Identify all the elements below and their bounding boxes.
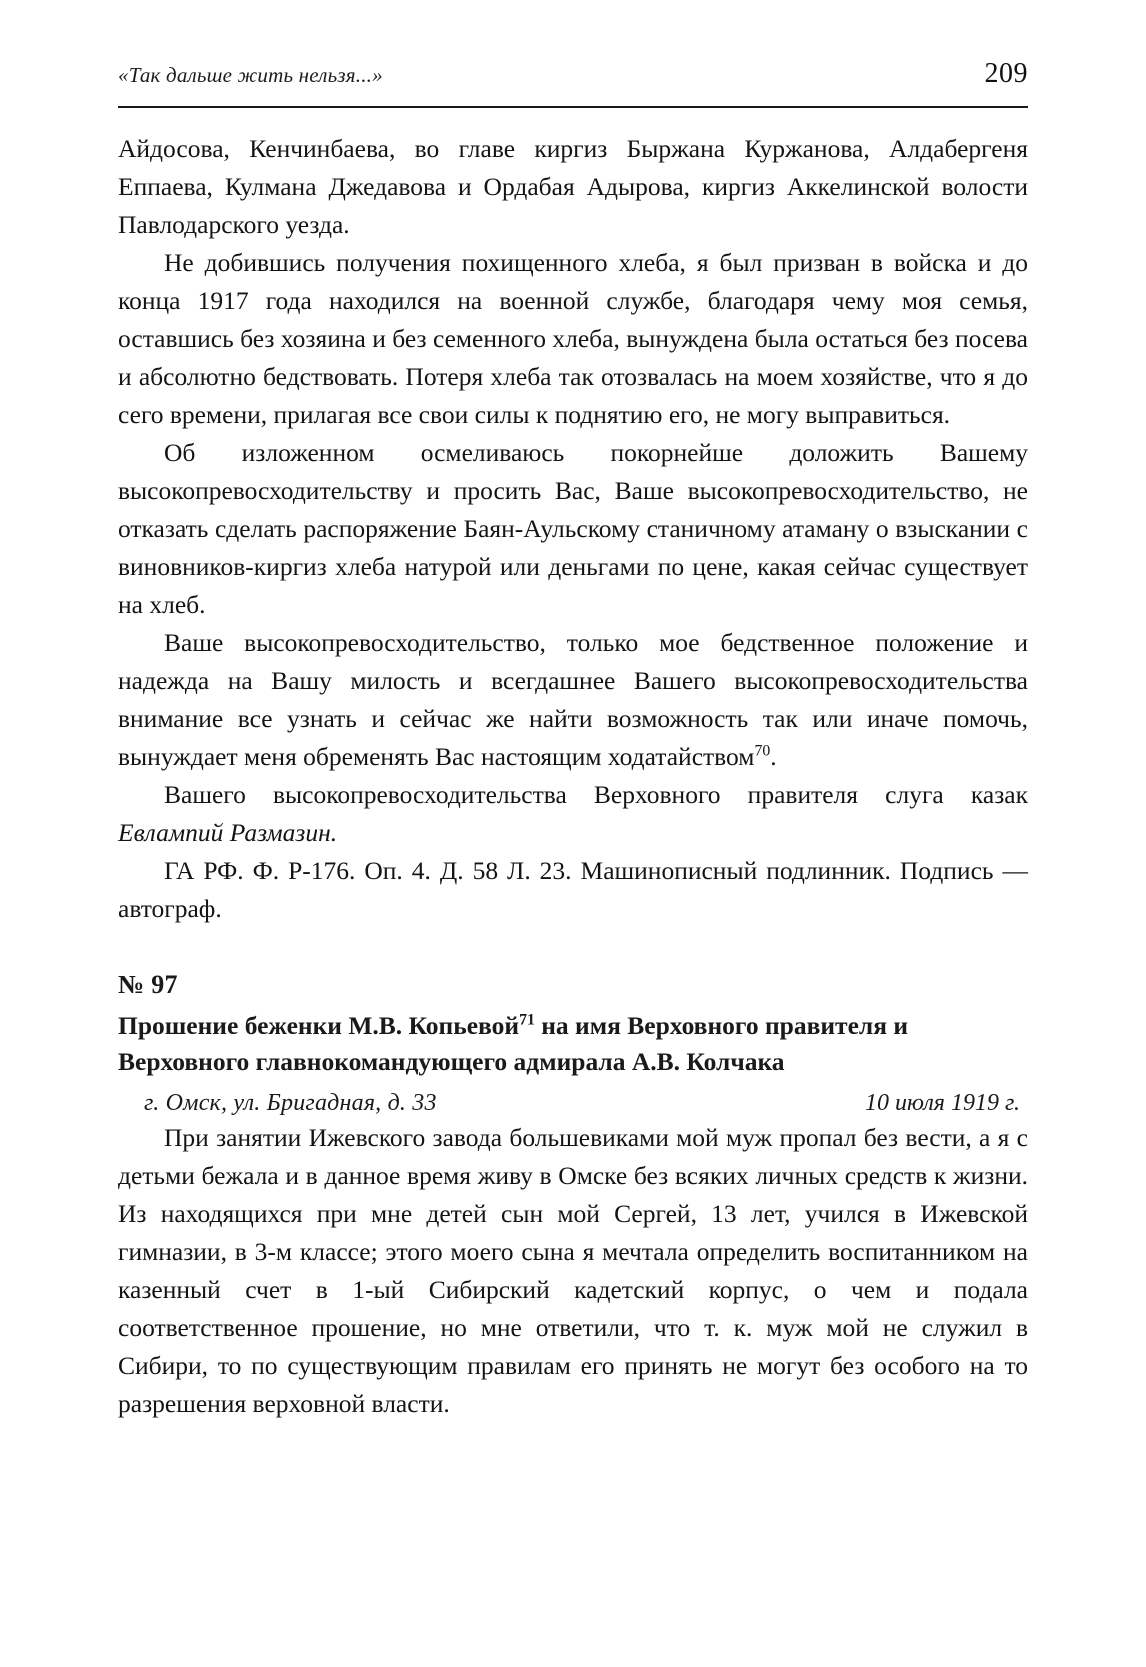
- document-date: 10 июля 1919 г.: [865, 1090, 1020, 1116]
- signature-prefix: Вашего высокопревосходительства Верховного правителя слуга казак: [164, 780, 1028, 809]
- running-head: [118, 58, 1028, 104]
- running-head-title: «Так дальше жить нельзя...»: [118, 63, 383, 87]
- signature-name: Евлампий Размазин.: [118, 818, 338, 847]
- document-title: [118, 1008, 1028, 1080]
- paragraph-continuation: Айдосова, Кенчинбаева, во главе киргиз Быржана Куржанова, Алдабергеня Еппаева, Кулмана Джедавова и Ордабая Адырова, киргиз Аккелинской волости Павлодарского уезда.: [118, 134, 1028, 239]
- footnote-marker-70: 70: [754, 742, 771, 760]
- paragraph-2: Об изложенном осмеливаюсь покорнейше доложить Вашему высокопревосходительству и просить Вас, Ваше высокопревосходительство, не отказать сделать распоряжение Баян-Аульскому станичному атаману о взыскании с виновников-киргиз хлеба натурой или деньгами по цене, какая сейчас существует на хлеб.: [118, 438, 1028, 619]
- document-place: г. Омск, ул. Бригадная, д. 33: [144, 1090, 437, 1116]
- footnote-marker-71: 71: [519, 1011, 535, 1029]
- paragraph-3: Ваше высокопревосходительство, только мое бедственное положение и надежда на Вашу милость и всегдашнее Вашего высокопревосходительства внимание все узнать и сейчас же найти возможность так или иначе помочь, вынуждает меня обременять Вас настоящим ходатайством$^{70}$.: [118, 628, 1028, 771]
- document-number: № 97: [118, 970, 178, 999]
- document-title-part-2: на имя Верховного правителя и Верховного главнокомандующего адмирала А.В. Колчака: [118, 1011, 909, 1076]
- signature-paragraph: [118, 776, 1028, 852]
- document-meta: [118, 1090, 1028, 1117]
- document-title-part-1: Прошение беженки М.В. Копьевой: [118, 1011, 520, 1040]
- paragraph-3-text: Ваше высокопревосходительство, только мое бедственное положение и надежда на Вашу милость и всегдашнее Вашего высокопревосходительства внимание все узнать и сейчас же найти возможность так или иначе помочь, вынуждает меня обременять Вас настоящим ходатайством: [118, 628, 1028, 771]
- paragraph-1: Не добившись получения похищенного хлеба, я был призван в войска и до конца 1917 года находился на военной службе, благодаря чему моя семья, оставшись без хозяина и без семенного хлеба, вынуждена была остаться без посева и абсолютно бедствовать. Потеря хлеба так отозвалась на моем хозяйстве, что я до сего времени, прилагая все свои силы к поднятию его, не могу выправиться.: [118, 248, 1028, 429]
- header-rule: [118, 106, 1028, 108]
- archive-reference: ГА РФ. Ф. Р-176. Оп. 4. Д. 58 Л. 23. Машинописный подлинник. Подпись — автограф.: [118, 856, 1028, 923]
- document-paragraph-1: При занятии Ижевского завода большевиками мой муж пропал без вести, а я с детьми бежала и в данное время живу в Омске без всяких личных средств к жизни. Из находящихся при мне детей сын мой Сергей, 13 лет, учился в Ижевской гимназии, в 3-м классе; этого моего сына я мечтала определить воспитанником на казенный счет в 1-ый Сибирский кадетский корпус, о чем и подала соответственное прошение, но мне ответили, что т. к. муж мой не служил в Сибири, то по существующим правилам его принять не могут без особого на то разрешения верховной власти.: [118, 1123, 1028, 1418]
- page-number: 209: [984, 58, 1028, 89]
